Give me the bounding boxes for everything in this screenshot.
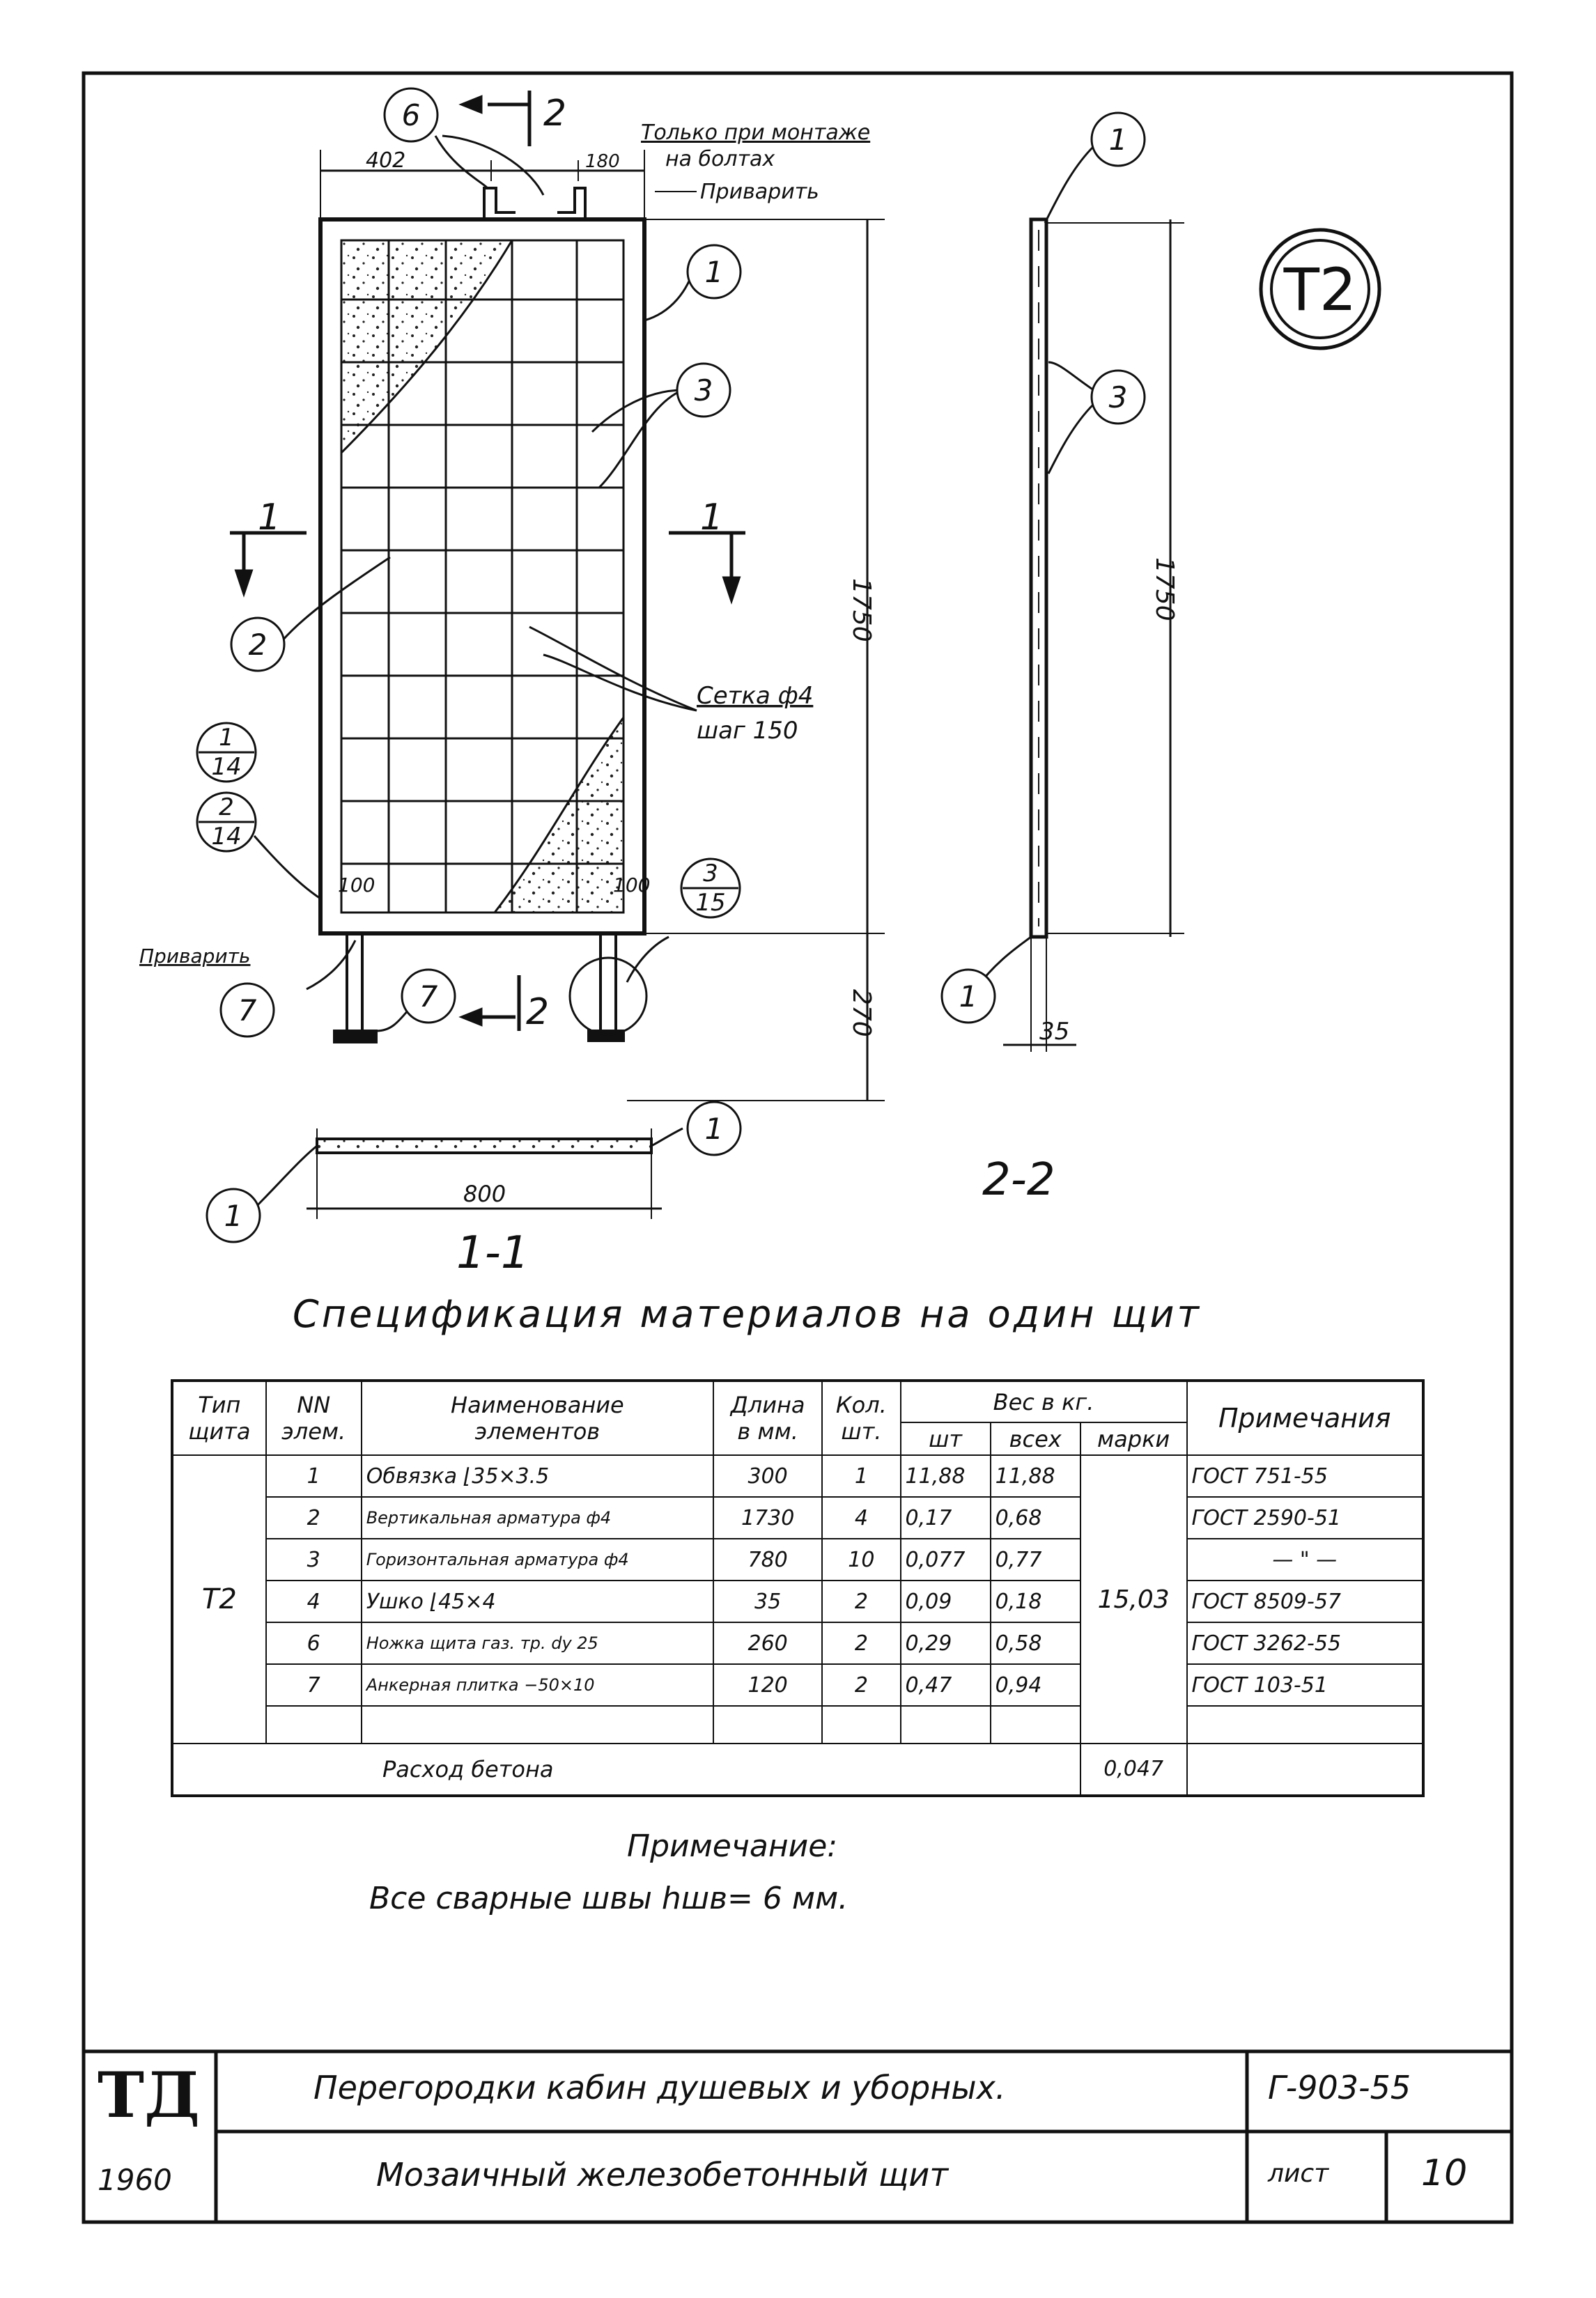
- table-row-empty: [172, 1706, 1423, 1744]
- dim-180: 180: [585, 151, 620, 172]
- lug-right: [557, 188, 585, 219]
- section-2-2-label: 2-2: [982, 1154, 1055, 1206]
- callout-4: 6: [401, 98, 421, 132]
- dim-270: 270: [847, 989, 876, 1037]
- callout-1-plan-right: 1: [704, 1112, 724, 1146]
- callout-3-side: 3: [1108, 380, 1128, 414]
- col-weight-total: всех: [991, 1422, 1080, 1455]
- year: 1960: [98, 2163, 172, 2197]
- front-view: [230, 91, 885, 1101]
- type-cell: Т2: [172, 1455, 266, 1744]
- col-length: Длина в мм.: [713, 1381, 822, 1455]
- legs: [334, 933, 623, 1042]
- note-mesh-1: Сетка ф4: [697, 682, 814, 710]
- dim-35: 35: [1039, 1018, 1070, 1046]
- callout-2: 2: [248, 628, 268, 662]
- col-weight-mark: марки: [1080, 1422, 1187, 1455]
- table-row: 7 Анкерная плитка −50×10 120 2 0,47 0,94 ГОСТ 103-51: [172, 1664, 1423, 1706]
- note-mesh-2: шаг 150: [697, 717, 798, 745]
- note-heading: Примечание:: [627, 1829, 838, 1864]
- ref-1-den: 14: [211, 753, 242, 781]
- cut-1-right: 1: [700, 497, 724, 538]
- note-weld-bottom: Приварить: [139, 945, 251, 968]
- table-row: 3 Горизонтальная арматура ф4 780 10 0,077 0,77 — " —: [172, 1539, 1423, 1581]
- section-1-1: [307, 1128, 662, 1279]
- spec-title: Спецификация материалов на один щит: [293, 1292, 1202, 1336]
- title-line-2: Мозаичный железобетонный щит: [376, 2156, 949, 2194]
- cut-1-left: 1: [258, 497, 281, 538]
- table-row: 4 Ушко ⌊45×4 35 2 0,09 0,18 ГОСТ 8509-57: [172, 1581, 1423, 1622]
- callout-6: 7: [238, 993, 257, 1027]
- spec-table: [171, 1379, 1425, 1797]
- concrete-fill-bottom: [495, 717, 623, 913]
- title-line-1: Перегородки кабин душевых и уборных.: [313, 2069, 1006, 2106]
- dim-100-right: 100: [613, 874, 651, 896]
- note-text: Все сварные швы hшв= 6 мм.: [369, 1881, 849, 1916]
- callout-7: 7: [419, 979, 438, 1014]
- table-row: Т2 1 Обвязка ⌊35×3.5 300 1 11,88 11,88 15,03 ГОСТ 751-55: [172, 1455, 1423, 1497]
- ref-1-num: 1: [219, 724, 234, 752]
- callout-3-front: 3: [694, 373, 713, 407]
- concrete-fill-top: [341, 240, 512, 453]
- lug-left: [484, 188, 516, 219]
- sheet-number: 10: [1421, 2152, 1468, 2194]
- ref-3-den: 15: [695, 889, 726, 917]
- note-bolts-1: Только при монтаже: [641, 121, 871, 145]
- logo-td: ТД: [98, 2058, 200, 2132]
- plan-section: [317, 1139, 651, 1153]
- cut-2-bottom: 2: [526, 991, 550, 1033]
- col-num: NN элем.: [266, 1381, 362, 1455]
- ref-callouts: [197, 723, 740, 917]
- note-weld-top: Приварить: [700, 180, 819, 204]
- section-1-1-label: 1-1: [456, 1227, 529, 1279]
- dim-800: 800: [463, 1181, 506, 1207]
- callout-1-plan-left: 1: [224, 1199, 243, 1233]
- table-row: 6 Ножка щита газ. тр. dу 25 260 2 0,29 0,58 ГОСТ 3262-55: [172, 1622, 1423, 1664]
- dim-1750-side: 1750: [1150, 557, 1179, 621]
- document-code: Г-903-55: [1268, 2069, 1411, 2106]
- note-bolts-2: на болтах: [665, 147, 775, 171]
- cut-2-top: 2: [543, 93, 567, 134]
- callout-1-side-bottom: 1: [959, 979, 978, 1014]
- mark-label: Т2: [1283, 256, 1357, 324]
- mark-total-cell: 15,03: [1080, 1455, 1187, 1744]
- ref-2-den: 14: [211, 823, 242, 851]
- dim-402: 402: [366, 148, 406, 173]
- ref-2-num: 2: [219, 793, 234, 821]
- dim-100-left: 100: [338, 874, 375, 896]
- col-qty: Кол. шт.: [822, 1381, 900, 1455]
- side-view: [982, 219, 1184, 1206]
- sheet-label: лист: [1268, 2159, 1329, 2188]
- col-weight-group: Вес в кг.: [901, 1381, 1187, 1422]
- col-notes: Примечания: [1187, 1381, 1423, 1455]
- concrete-row: Расход бетона 0,047: [172, 1744, 1423, 1796]
- dim-1750-front: 1750: [847, 578, 876, 642]
- callout-1-side-top: 1: [1108, 123, 1128, 157]
- col-name: Наименование элементов: [362, 1381, 713, 1455]
- table-row: 2 Вертикальная арматура ф4 1730 4 0,17 0,68 ГОСТ 2590-51: [172, 1497, 1423, 1539]
- ref-3-num: 3: [703, 860, 718, 887]
- col-weight-each: шт: [901, 1422, 991, 1455]
- col-type: Тип щита: [172, 1381, 266, 1455]
- callout-1-front: 1: [704, 255, 724, 289]
